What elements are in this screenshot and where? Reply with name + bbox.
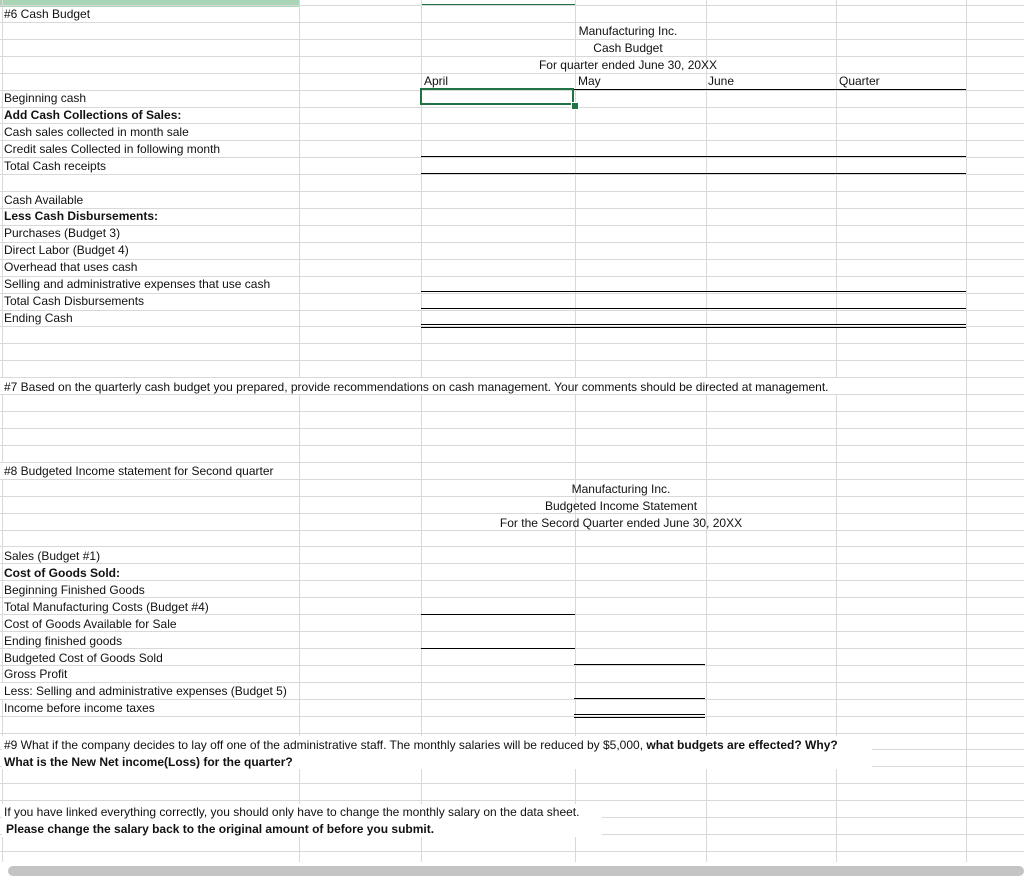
cash-budget-report: Cash Budget (593, 41, 663, 55)
double-border-bottom (421, 327, 966, 328)
row-gridline (0, 733, 1024, 734)
row-overhead: Overhead that uses cash (4, 260, 138, 274)
row-gridline (0, 360, 1024, 361)
section9-question-part2: what budgets are effected? Why? (646, 738, 838, 752)
fill-handle[interactable] (571, 102, 579, 110)
border-line (421, 614, 575, 615)
section8-title: #8 Budgeted Income statement for Second quarter (4, 464, 274, 478)
row-add-collections: Add Cash Collections of Sales: (4, 108, 182, 122)
income-period: For the Secord Quarter ended June 30, 20XX (499, 516, 743, 530)
row-cash-available: Cash Available (4, 193, 84, 207)
row-gridline (0, 242, 1024, 243)
income-report: Budgeted Income Statement (544, 499, 698, 513)
border-line (421, 648, 575, 649)
row-ending-finished-goods: Ending finished goods (4, 634, 123, 648)
row-total-manufacturing-costs: Total Manufacturing Costs (Budget #4) (4, 600, 209, 614)
row-total-cash-receipts: Total Cash receipts (4, 159, 107, 173)
row-gridline (0, 800, 1024, 801)
row-gridline (0, 563, 1024, 564)
row-gross-profit: Gross Profit (4, 667, 68, 681)
row-gridline (0, 597, 1024, 598)
row-cogs-header: Cost of Goods Sold: (4, 566, 120, 580)
row-gridline (0, 783, 1024, 784)
column-header-may: May (578, 74, 601, 88)
row-gridline (0, 310, 1024, 311)
section6-title: #6 Cash Budget (4, 7, 91, 21)
cash-budget-company: Manufacturing Inc. (578, 24, 678, 38)
row-gridline (0, 293, 1024, 294)
row-selling-admin: Selling and administrative expenses that use cash (4, 277, 271, 291)
row-budgeted-cogs: Budgeted Cost of Goods Sold (4, 651, 163, 665)
double-border-top (574, 714, 705, 715)
section9-note: If you have linked everything correctly, you should only have to change the monthly salary on the data sheet. (4, 805, 580, 819)
column-header-april: April (424, 74, 449, 88)
row-purchases: Purchases (Budget 3) (4, 226, 121, 240)
row-gridline (0, 479, 1024, 480)
section9-question-part1: #9 What if the company decides to lay off one of the administrative staff. The monthly salaries will be reduced by $5,000, (4, 738, 647, 752)
income-company: Manufacturing Inc. (571, 482, 671, 496)
row-gridline (0, 580, 1024, 581)
column-header-june: June (708, 74, 735, 88)
double-border-top (421, 324, 966, 325)
row-cash-sales: Cash sales collected in month sale (4, 125, 189, 139)
row-gridline (0, 343, 1024, 344)
row-gridline (0, 428, 1024, 429)
active-cell-selection[interactable] (420, 88, 574, 105)
horizontal-scrollbar[interactable] (8, 866, 1024, 876)
row-gridline (0, 851, 1024, 852)
column-header-quarter: Quarter (839, 74, 880, 88)
row-gridline (0, 174, 1024, 175)
section9-question (4, 737, 838, 753)
section7-prompt: #7 Based on the quarterly cash budget you prepared, provide recommendations on cash management. Your comments should be directed at management. (4, 380, 829, 394)
row-beginning-finished-goods: Beginning Finished Goods (4, 583, 145, 597)
border-line (421, 291, 966, 292)
row-total-disbursements: Total Cash Disbursements (4, 294, 145, 308)
border-line (574, 698, 705, 699)
border-line (574, 664, 705, 665)
section9-reminder: Please change the salary back to the original amount of before you submit. (6, 822, 435, 836)
row-less-disbursements: Less Cash Disbursements: (4, 209, 159, 223)
double-border-bottom (574, 717, 705, 718)
row-gridline (0, 411, 1024, 412)
row-gridline (0, 5, 1024, 6)
border-line (421, 308, 966, 309)
row-gridline (0, 259, 1024, 260)
row-gridline (0, 716, 1024, 717)
row-beginning-cash: Beginning cash (4, 91, 87, 105)
section9-net-income-question: What is the New Net income(Loss) for the quarter? (4, 755, 293, 769)
row-income-before-taxes: Income before income taxes (4, 701, 155, 715)
row-gridline (0, 546, 1024, 547)
row-gridline (0, 445, 1024, 446)
border-line (421, 156, 966, 157)
row-gridline (0, 191, 1024, 192)
row-gridline (0, 157, 1024, 158)
cash-budget-period: For quarter ended June 30, 20XX (538, 58, 718, 72)
row-ending-cash: Ending Cash (4, 311, 73, 325)
row-sales: Sales (Budget #1) (4, 549, 101, 563)
row-credit-sales: Credit sales Collected in following month (4, 142, 221, 156)
row-direct-labor: Direct Labor (Budget 4) (4, 243, 129, 257)
row-less-selling-admin: Less: Selling and administrative expenses (Budget 5) (4, 684, 287, 698)
row-goods-available: Cost of Goods Available for Sale (4, 617, 177, 631)
border-line (421, 173, 966, 174)
row-gridline (0, 225, 1024, 226)
